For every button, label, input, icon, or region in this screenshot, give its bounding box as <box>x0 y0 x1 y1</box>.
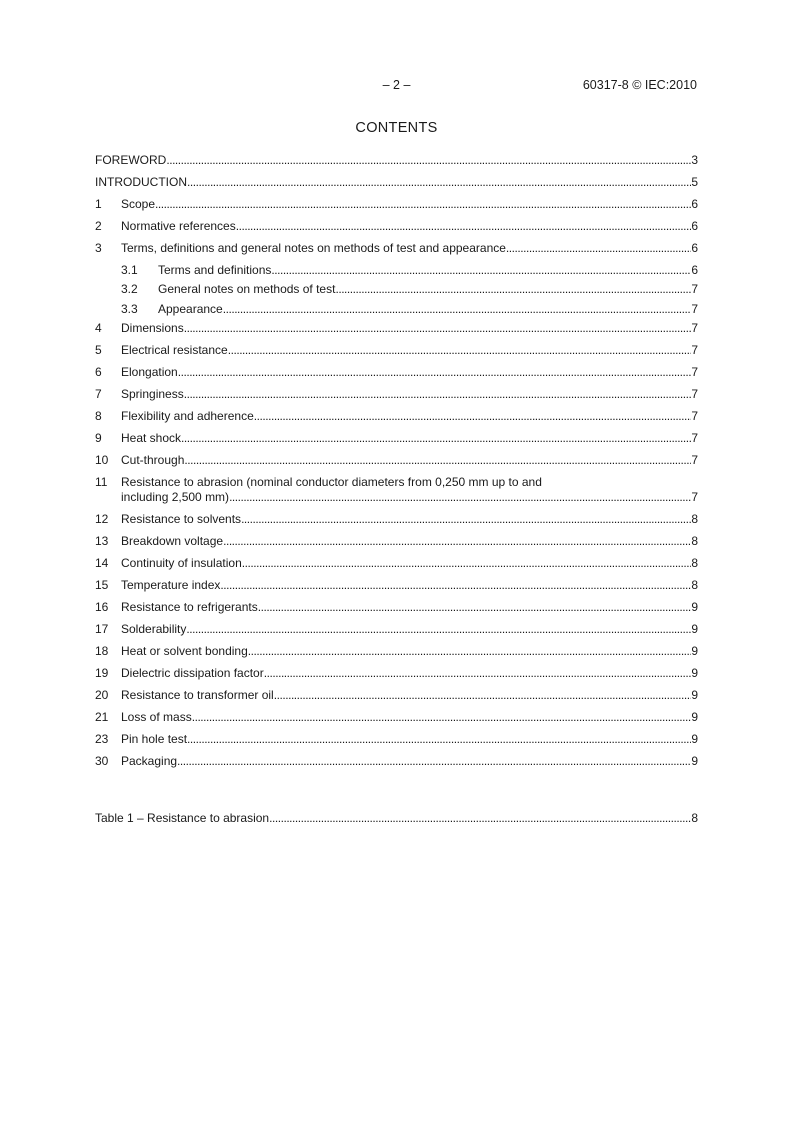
toc-leader <box>335 281 691 297</box>
toc-number: 23 <box>95 732 109 746</box>
toc-number: 12 <box>95 512 109 526</box>
toc-label: Normative references <box>121 219 236 233</box>
toc-label: Packaging <box>121 754 178 768</box>
toc-entry-4[interactable] <box>95 320 698 336</box>
toc-leader <box>228 342 692 358</box>
toc-label: Loss of mass <box>121 710 192 724</box>
toc-entry-14[interactable] <box>95 555 698 571</box>
toc-entry-5[interactable] <box>95 342 698 358</box>
toc-entry-3-1[interactable] <box>121 262 698 278</box>
toc-label: Dielectric dissipation factor <box>121 666 264 680</box>
toc-number: 21 <box>95 710 109 724</box>
toc-page: 3 <box>691 153 698 167</box>
toc-number: 6 <box>95 365 102 379</box>
toc-page: 7 <box>691 321 698 335</box>
page-number: – 2 – <box>382 78 411 92</box>
toc-leader <box>236 218 692 234</box>
toc-leader <box>192 709 692 725</box>
toc-number: 3.3 <box>121 302 138 316</box>
toc-number: 8 <box>95 409 102 423</box>
toc-page: 9 <box>691 754 698 768</box>
toc-leader <box>220 577 691 593</box>
toc-number: 20 <box>95 688 109 702</box>
toc-leader <box>223 533 691 549</box>
toc-leader <box>187 174 691 190</box>
toc-number: 3.2 <box>121 282 138 296</box>
toc-entry-21[interactable] <box>95 709 698 725</box>
toc-entry-18[interactable] <box>95 643 698 659</box>
toc-page: 9 <box>691 688 698 702</box>
toc-label: Springiness <box>121 387 184 401</box>
toc-label: Solderability <box>121 622 187 636</box>
toc-page: 8 <box>691 811 698 825</box>
toc-entry-23[interactable] <box>95 731 698 747</box>
toc-leader <box>269 810 691 826</box>
toc-number: 11 <box>95 475 108 489</box>
toc-entry-6[interactable] <box>95 364 698 380</box>
toc-page: 6 <box>691 197 698 211</box>
toc-page: 7 <box>691 490 698 504</box>
toc-number: 2 <box>95 219 102 233</box>
toc-entry-foreword[interactable] <box>95 152 698 168</box>
toc-number: 3.1 <box>121 263 138 277</box>
toc-page: 9 <box>691 600 698 614</box>
toc-number: 3 <box>95 241 102 255</box>
toc-entry-11-line2[interactable] <box>95 489 698 505</box>
toc-leader <box>187 731 691 747</box>
toc-leader <box>184 386 692 402</box>
toc-page: 6 <box>691 241 698 255</box>
toc-entry-19[interactable] <box>95 665 698 681</box>
toc-label: Flexibility and adherence <box>121 409 254 423</box>
toc-page: 7 <box>691 431 698 445</box>
toc-page: 8 <box>691 556 698 570</box>
toc-leader <box>506 240 691 256</box>
toc-leader <box>258 599 692 615</box>
toc-label: Breakdown voltage <box>121 534 224 548</box>
toc-leader <box>241 511 691 527</box>
toc-page: 7 <box>691 343 698 357</box>
toc-entry-2[interactable] <box>95 218 698 234</box>
toc-page: 6 <box>691 263 698 277</box>
toc-entry-3[interactable] <box>95 240 698 256</box>
toc-number: 13 <box>95 534 109 548</box>
toc-page: 9 <box>691 666 698 680</box>
toc-leader <box>166 152 691 168</box>
toc-label: Table 1 – Resistance to abrasion <box>95 811 270 825</box>
toc-label: Continuity of insulation <box>121 556 242 570</box>
toc-entry-7[interactable] <box>95 386 698 402</box>
toc-leader <box>274 687 692 703</box>
toc-label: Terms, definitions and general notes on methods of test and appearance <box>121 241 506 255</box>
toc-page: 6 <box>691 219 698 233</box>
toc-label: General notes on methods of test <box>158 282 336 296</box>
toc-page: 9 <box>691 644 698 658</box>
toc-entry-30[interactable] <box>95 753 698 769</box>
toc-page: 7 <box>691 387 698 401</box>
toc-number: 9 <box>95 431 102 445</box>
toc-number: 30 <box>95 754 109 768</box>
toc-entry-15[interactable] <box>95 577 698 593</box>
toc-entry-13[interactable] <box>95 533 698 549</box>
toc-entry-3-2[interactable] <box>121 281 698 297</box>
toc-number: 14 <box>95 556 109 570</box>
toc-entry-8[interactable] <box>95 408 698 424</box>
toc-label: Electrical resistance <box>121 343 228 357</box>
toc-label: Elongation <box>121 365 178 379</box>
toc-page: 9 <box>691 710 698 724</box>
toc-label: Dimensions <box>121 321 184 335</box>
toc-number: 19 <box>95 666 109 680</box>
toc-label: Terms and definitions <box>158 263 272 277</box>
toc-leader <box>271 262 691 278</box>
toc-number: 7 <box>95 387 102 401</box>
toc-leader <box>242 555 692 571</box>
toc-leader <box>229 489 691 505</box>
toc-number: 18 <box>95 644 109 658</box>
toc-number: 10 <box>95 453 109 467</box>
toc-page: 9 <box>691 732 698 746</box>
toc-label: Resistance to refrigerants <box>121 600 258 614</box>
toc-number: 1 <box>95 197 102 211</box>
toc-label: Resistance to transformer oil <box>121 688 274 702</box>
toc-number: 4 <box>95 321 102 335</box>
toc-label: Appearance <box>158 302 223 316</box>
toc-page: 7 <box>691 453 698 467</box>
toc-leader <box>184 452 691 468</box>
toc-entry-12[interactable] <box>95 511 698 527</box>
toc-entry-20[interactable] <box>95 687 698 703</box>
toc-label: Heat shock <box>121 431 182 445</box>
toc-entry-introduction[interactable] <box>95 174 698 190</box>
toc-label: Cut-through <box>121 453 185 467</box>
toc-number: 16 <box>95 600 109 614</box>
toc-page: 8 <box>691 512 698 526</box>
toc-number: 5 <box>95 343 102 357</box>
document-id: 60317-8 © IEC:2010 <box>582 78 697 92</box>
toc-leader <box>254 408 692 424</box>
toc-page: 9 <box>691 622 698 636</box>
toc-leader <box>186 621 691 637</box>
toc-leader <box>184 320 692 336</box>
toc-entry-17[interactable] <box>95 621 698 637</box>
toc-page: 7 <box>691 409 698 423</box>
toc-entry-9[interactable] <box>95 430 698 446</box>
toc-label: Pin hole test <box>121 732 188 746</box>
toc-page: 8 <box>691 534 698 548</box>
toc-leader <box>248 643 692 659</box>
toc-leader <box>223 301 692 317</box>
toc-number: 15 <box>95 578 109 592</box>
toc-label: Resistance to abrasion (nominal conductor diameters from 0,250 mm up to and <box>121 475 542 489</box>
toc-page: 7 <box>691 302 698 316</box>
toc-leader <box>181 430 691 446</box>
contents-title: CONTENTS <box>355 120 438 136</box>
toc-label: FOREWORD <box>95 153 167 167</box>
toc-number: 17 <box>95 622 109 636</box>
toc-entry-11-line1[interactable] <box>95 474 698 490</box>
toc-page: 5 <box>691 175 698 189</box>
toc-leader <box>264 665 692 681</box>
toc-leader <box>178 364 692 380</box>
toc-entry-table-1[interactable] <box>95 810 698 826</box>
toc-label: Heat or solvent bonding <box>121 644 248 658</box>
toc-label: Scope <box>121 197 156 211</box>
toc-entry-10[interactable] <box>95 452 698 468</box>
toc-label-continuation: including 2,500 mm) <box>121 490 230 504</box>
toc-page: 7 <box>691 365 698 379</box>
toc-label: Temperature index <box>121 578 221 592</box>
toc-entry-16[interactable] <box>95 599 698 615</box>
toc-label: INTRODUCTION <box>95 175 187 189</box>
toc-label: Resistance to solvents <box>121 512 242 526</box>
toc-leader <box>155 196 691 212</box>
toc-page: 8 <box>691 578 698 592</box>
toc-entry-3-3[interactable] <box>121 301 698 317</box>
toc-leader <box>177 753 691 769</box>
toc-entry-1[interactable] <box>95 196 698 212</box>
toc-page: 7 <box>691 282 698 296</box>
